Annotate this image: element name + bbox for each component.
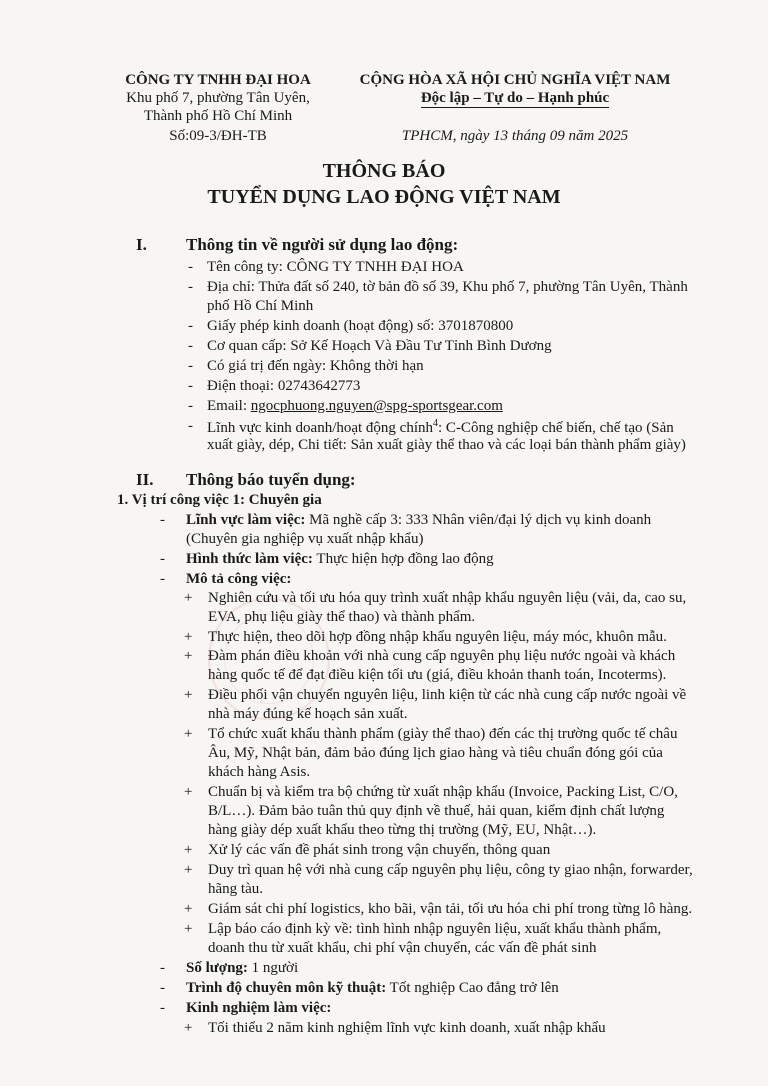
section1-number: I.	[136, 235, 147, 254]
bullet-plus: +	[184, 590, 193, 606]
license-item: Giấy phép kinh doanh (hoạt động) số: 3701870800	[207, 318, 514, 334]
duty-line: Đàm phán điều khoản với nhà cung cấp nguyên phụ liệu nước ngoài và khách	[208, 648, 676, 664]
bullet-dash: -	[188, 338, 193, 354]
issuer-item: Cơ quan cấp: Sở Kế Hoạch Và Đầu Tư Tỉnh Bình Dương	[207, 338, 552, 354]
duty-line: Duy trì quan hệ với nhà cung cấp nguyên phụ liệu, công ty giao nhận, forwarder,	[208, 862, 693, 878]
validity-item: Có giá trị đến ngày: Không thời hạn	[207, 358, 424, 374]
quantity: Số lượng: 1 người	[186, 960, 299, 976]
nation-title: CỘNG HÒA XÃ HỘI CHỦ NGHĨA VIỆT NAM	[359, 72, 671, 88]
bullet-dash: -	[188, 318, 193, 334]
bullet-dash: -	[160, 1000, 165, 1016]
bullet-plus: +	[184, 901, 193, 917]
section2-number: II.	[136, 470, 154, 489]
bullet-plus: +	[184, 1020, 193, 1036]
company-name-item: Tên công ty: CÔNG TY TNHH ĐẠI HOA	[207, 259, 464, 275]
bullet-dash: -	[160, 980, 165, 996]
duty-line: Âu, Mỹ, Nhật bản, đảm bảo đúng lịch giao hàng và tiêu chuẩn đóng gói của	[208, 745, 663, 761]
bullet-dash: -	[160, 960, 165, 976]
address-item-cont: phố Hồ Chí Minh	[207, 298, 314, 314]
duty-line: Chuẩn bị và kiểm tra bộ chứng từ xuất nhập khẩu (Invoice, Packing List, C/O,	[208, 784, 678, 800]
address-item: Địa chỉ: Thửa đất số 240, tờ bản đồ số 39, Khu phố 7, phường Tân Uyên, Thành	[207, 279, 688, 295]
bullet-dash: -	[188, 398, 193, 414]
duty-line: Giám sát chi phí logistics, kho bãi, vận tải, tối ưu hóa chi phí trong từng lô hàng.	[208, 901, 693, 917]
duty-line: EVA, phụ liệu giày thể thao) và thành phẩm.	[208, 609, 476, 625]
bullet-plus: +	[184, 862, 193, 878]
document-date: TPHCM, ngày 13 tháng 09 năm 2025	[401, 128, 629, 144]
duty-line: Lập báo cáo định kỳ về: tình hình nhập nguyên liệu, xuất khẩu thành phẩm,	[208, 921, 662, 937]
phone-item: Điện thoại: 02743642773	[207, 378, 361, 394]
section1-heading: Thông tin về người sử dụng lao động:	[186, 235, 459, 254]
document-number: Số:09-3/ĐH-TB	[169, 128, 267, 144]
bullet-plus: +	[184, 629, 193, 645]
bullet-plus: +	[184, 921, 193, 937]
company-address-line1: Khu phố 7, phường Tân Uyên,	[126, 90, 310, 106]
bullet-dash: -	[188, 259, 193, 275]
work-field: Lĩnh vực làm việc: Mã nghề cấp 3: 333 Nhân viên/đại lý dịch vụ kinh doanh	[186, 512, 652, 528]
duty-line: doanh thu từ xuất khẩu, chi phí vận chuyển, các vấn đề phát sinh	[208, 940, 597, 956]
motto: Độc lập – Tự do – Hạnh phúc	[420, 90, 610, 106]
duty-line: khách hàng Asis.	[208, 764, 311, 780]
bullet-dash: -	[160, 512, 165, 528]
duty-line: Tổ chức xuất khẩu thành phẩm (giày thể thao) đến các thị trường quốc tế châu	[208, 726, 678, 742]
bullet-plus: +	[184, 726, 193, 742]
work-field-cont: (Chuyên gia nghiệp vụ xuất nhập khẩu)	[186, 531, 424, 547]
business-field-item: Lĩnh vực kinh doanh/hoạt động chính$^4$: C-Công nghiệp chế biến, chế tạo (Sản	[207, 418, 674, 436]
bullet-plus: +	[184, 842, 193, 858]
company-address-line2: Thành phố Hồ Chí Minh	[143, 108, 293, 124]
bullet-dash: -	[160, 571, 165, 587]
bullet-plus: +	[184, 687, 193, 703]
duty-line: Xử lý các vấn đề phát sinh trong vận chuyển, thông quan	[208, 842, 551, 858]
job-description-label: Mô tả công việc:	[186, 571, 292, 587]
notice-subtitle: TUYỂN DỤNG LAO ĐỘNG VIỆT NAM	[207, 186, 561, 208]
email-item: Email: ngocphuong.nguyen@spg-sportsgear.com	[207, 398, 503, 414]
experience-item: Tối thiểu 2 năm kinh nghiệm lĩnh vực kinh doanh, xuất nhập khẩu	[208, 1020, 606, 1036]
duty-line: Điều phối vận chuyển nguyên liệu, linh kiện từ các nhà cung cấp nước ngoài về	[208, 687, 687, 703]
duty-line: hàng giày dép xuất khẩu theo từng thị trường (Mỹ, EU, Nhật…).	[208, 822, 597, 838]
bullet-dash: -	[188, 279, 193, 295]
work-form: Hình thức làm việc: Thực hiện hợp đồng lao động	[186, 551, 494, 567]
education-level: Trình độ chuyên môn kỹ thuật: Tốt nghiệp Cao đẳng trở lên	[186, 980, 559, 996]
duty-line: nhà máy đúng kế hoạch sản xuất.	[208, 706, 408, 722]
bullet-dash: -	[188, 358, 193, 374]
duty-line: B/L…). Đảm bảo tuân thủ quy định về thuế, hải quan, kiểm định chất lượng	[208, 803, 665, 819]
bullet-dash: -	[160, 551, 165, 567]
email-link[interactable]: ngocphuong.nguyen@spg-sportsgear.com	[250, 398, 503, 414]
business-field-item-cont: xuất giày, dép, Chi tiết: Sản xuất giày thể thao và các loại bán thành phẩm giày)	[207, 437, 686, 453]
bullet-plus: +	[184, 648, 193, 664]
duty-line: Thực hiện, theo dõi hợp đồng nhập khẩu nguyên liệu, máy móc, khuôn mẫu.	[208, 629, 667, 645]
company-name: CÔNG TY TNHH ĐẠI HOA	[125, 72, 311, 88]
bullet-dash: -	[188, 418, 193, 434]
bullet-dash: -	[188, 378, 193, 394]
duty-line: hãng tàu.	[208, 881, 263, 897]
duty-line: Nghiên cứu và tối ưu hóa quy trình xuất nhập khẩu nguyên liệu (vải, da, cao su,	[208, 590, 687, 606]
notice-title: THÔNG BÁO	[322, 160, 446, 182]
duty-line: hàng quốc tế để đạt điều kiện tối ưu (giá, điều khoản thanh toán, Incoterms).	[208, 667, 667, 683]
bullet-plus: +	[184, 784, 193, 800]
section2-heading: Thông báo tuyển dụng:	[186, 470, 356, 489]
experience-label: Kinh nghiệm làm việc:	[186, 1000, 332, 1016]
position-title: 1. Vị trí công việc 1: Chuyên gia	[117, 492, 322, 508]
